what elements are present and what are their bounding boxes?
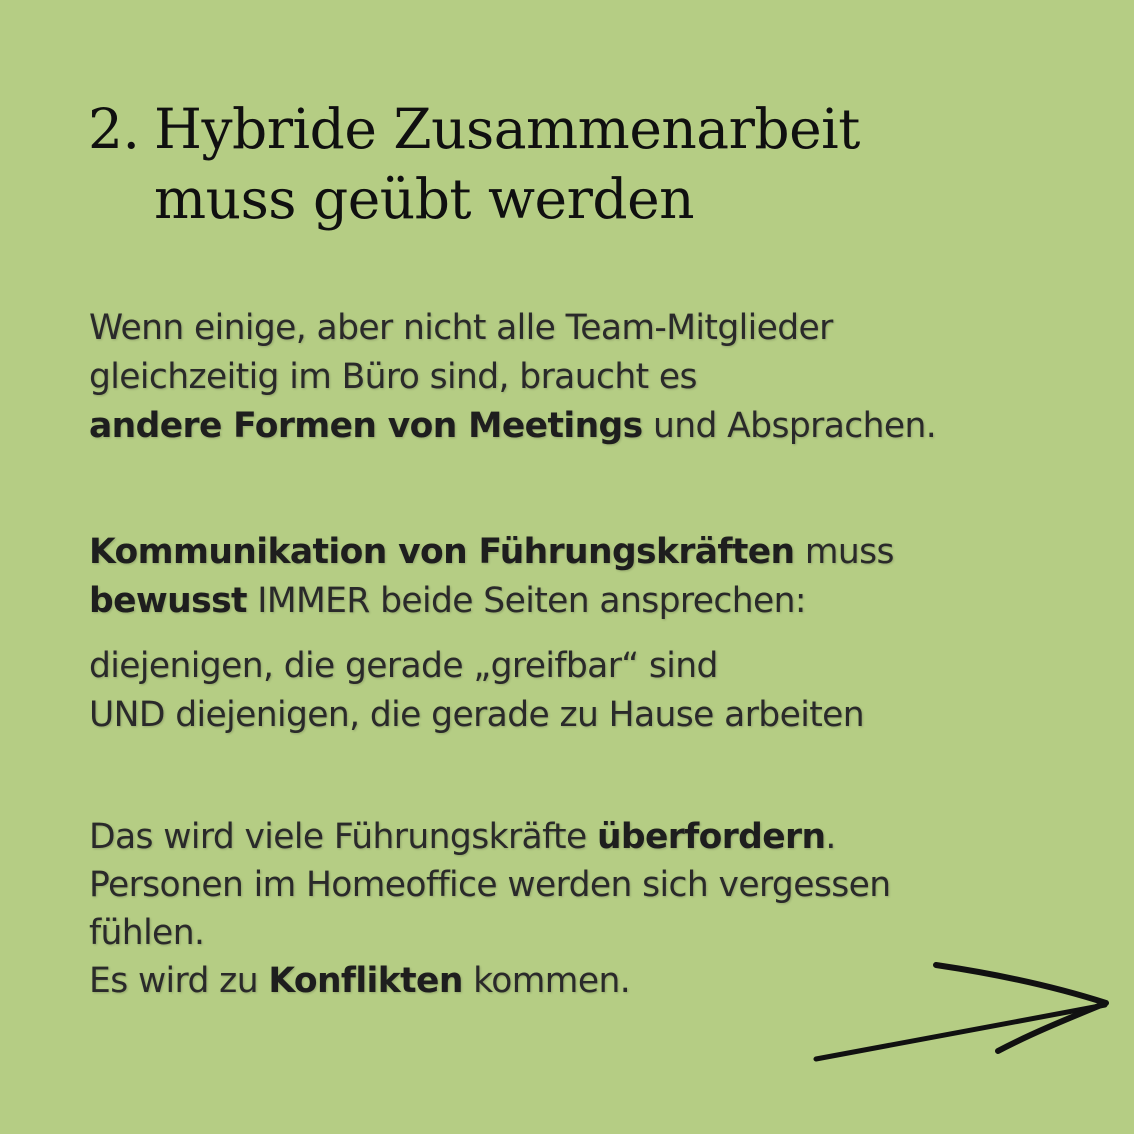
p3-line-2: UND diejenigen, die gerade zu Hause arbeiten <box>89 695 865 735</box>
p1-bold-meetings: andere Formen von Meetings <box>89 406 643 446</box>
p1-line-1: Wenn einige, aber nicht alle Team-Mitglieder <box>89 308 833 348</box>
paragraph-kommunikation <box>89 528 1099 626</box>
p4-text-4: kommen. <box>462 961 631 1001</box>
hand-drawn-arrow-right-icon[interactable] <box>810 955 1115 1065</box>
p4-line-2: Personen im Homeoffice werden sich vergessen <box>89 865 891 905</box>
p2-bold-kommunikation: Kommunikation von Führungskräften <box>89 532 795 572</box>
p1-line-2: gleichzeitig im Büro sind, braucht es <box>89 357 697 397</box>
p4-text-3: Es wird zu <box>89 961 269 1001</box>
p4-text-period: . <box>825 817 836 857</box>
paragraph-diejenigen <box>89 642 1099 740</box>
p4-bold-konflikten: Konflikten <box>268 961 463 1001</box>
page-title <box>88 94 1048 234</box>
p4-bold-ueberfordern: überfordern <box>596 817 826 857</box>
p2-text-immer: IMMER beide Seiten ansprechen: <box>246 581 806 621</box>
p2-bold-bewusst: bewusst <box>89 581 247 621</box>
p4-text-1: Das wird viele Führungskräfte <box>89 817 597 857</box>
paragraph-meetings <box>89 304 1099 451</box>
p3-line-1: diejenigen, die gerade „greifbar“ sind <box>89 646 718 686</box>
p4-line-3: fühlen. <box>89 913 205 953</box>
title-number: 2. <box>88 97 140 161</box>
p1-line-3-rest: und Absprachen. <box>642 406 937 446</box>
title-line-2: muss geübt werden <box>154 167 695 231</box>
p2-text-muss: muss <box>794 532 894 572</box>
arrow-stroke-body <box>816 1005 1105 1059</box>
title-line-1: Hybride Zusammenarbeit <box>154 97 860 161</box>
